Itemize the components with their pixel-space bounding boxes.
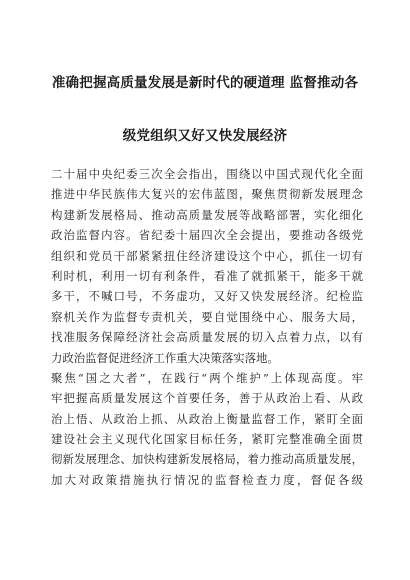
body-line: 组织和党员干部紧紧扭住经济建设这个中心，抓住一切有 [51,248,363,263]
body-line: 察机关作为监督专责机关，要自觉围绕中心、服务大局， [51,309,363,324]
body-line: 牢把握高质量发展这个首要任务，善于从政治上看、从政 [51,391,363,406]
body-line: 治上悟、从政治上抓、从政治上衡量监督工作，紧盯全面 [51,411,363,426]
body-line: 构建新发展格局、推动高质量发展等战略部署，实化细化 [51,207,363,222]
body-line: 彻新发展理念、加快构建新发展格局，着力推动高质量发展， [51,452,363,467]
body-line: 建设社会主义现代化国家目标任务，紧盯完整准确全面贯 [51,432,363,447]
body-line: 推进中华民族伟大复兴的宏伟蓝图，聚焦贯彻新发展理念 [51,187,363,202]
body-line: 利时机，利用一切有利条件，看准了就抓紧干，能多干就 [51,268,363,283]
document-body [51,164,363,490]
body-line: 找准服务保障经济社会高质量发展的切入点着力点，以有 [51,330,363,345]
body-line: 聚焦“国之大者”，在践行“两个维护”上体现高度。牢 [51,370,363,385]
body-line: 多干，不喊口号，不务虚功，又好又快发展经济。纪检监 [51,289,363,304]
body-line: 力政治监督促进经济工作重大决策落实落地。 [51,350,279,365]
document-title-line-2: 级党组织又好又快发展经济 [122,128,288,144]
body-line: 政治监督内容。省纪委十届四次全会提出，要推动各级党 [51,228,363,243]
body-line: 二十届中央纪委三次全会指出，围绕以中国式现代化全面 [51,167,363,181]
body-line: 加大对政策措施执行情况的监督检查力度，督促各级 [51,472,363,487]
document-title-line-1: 准确把握高质量发展是新时代的硬道理 监督推动各 [51,75,359,91]
